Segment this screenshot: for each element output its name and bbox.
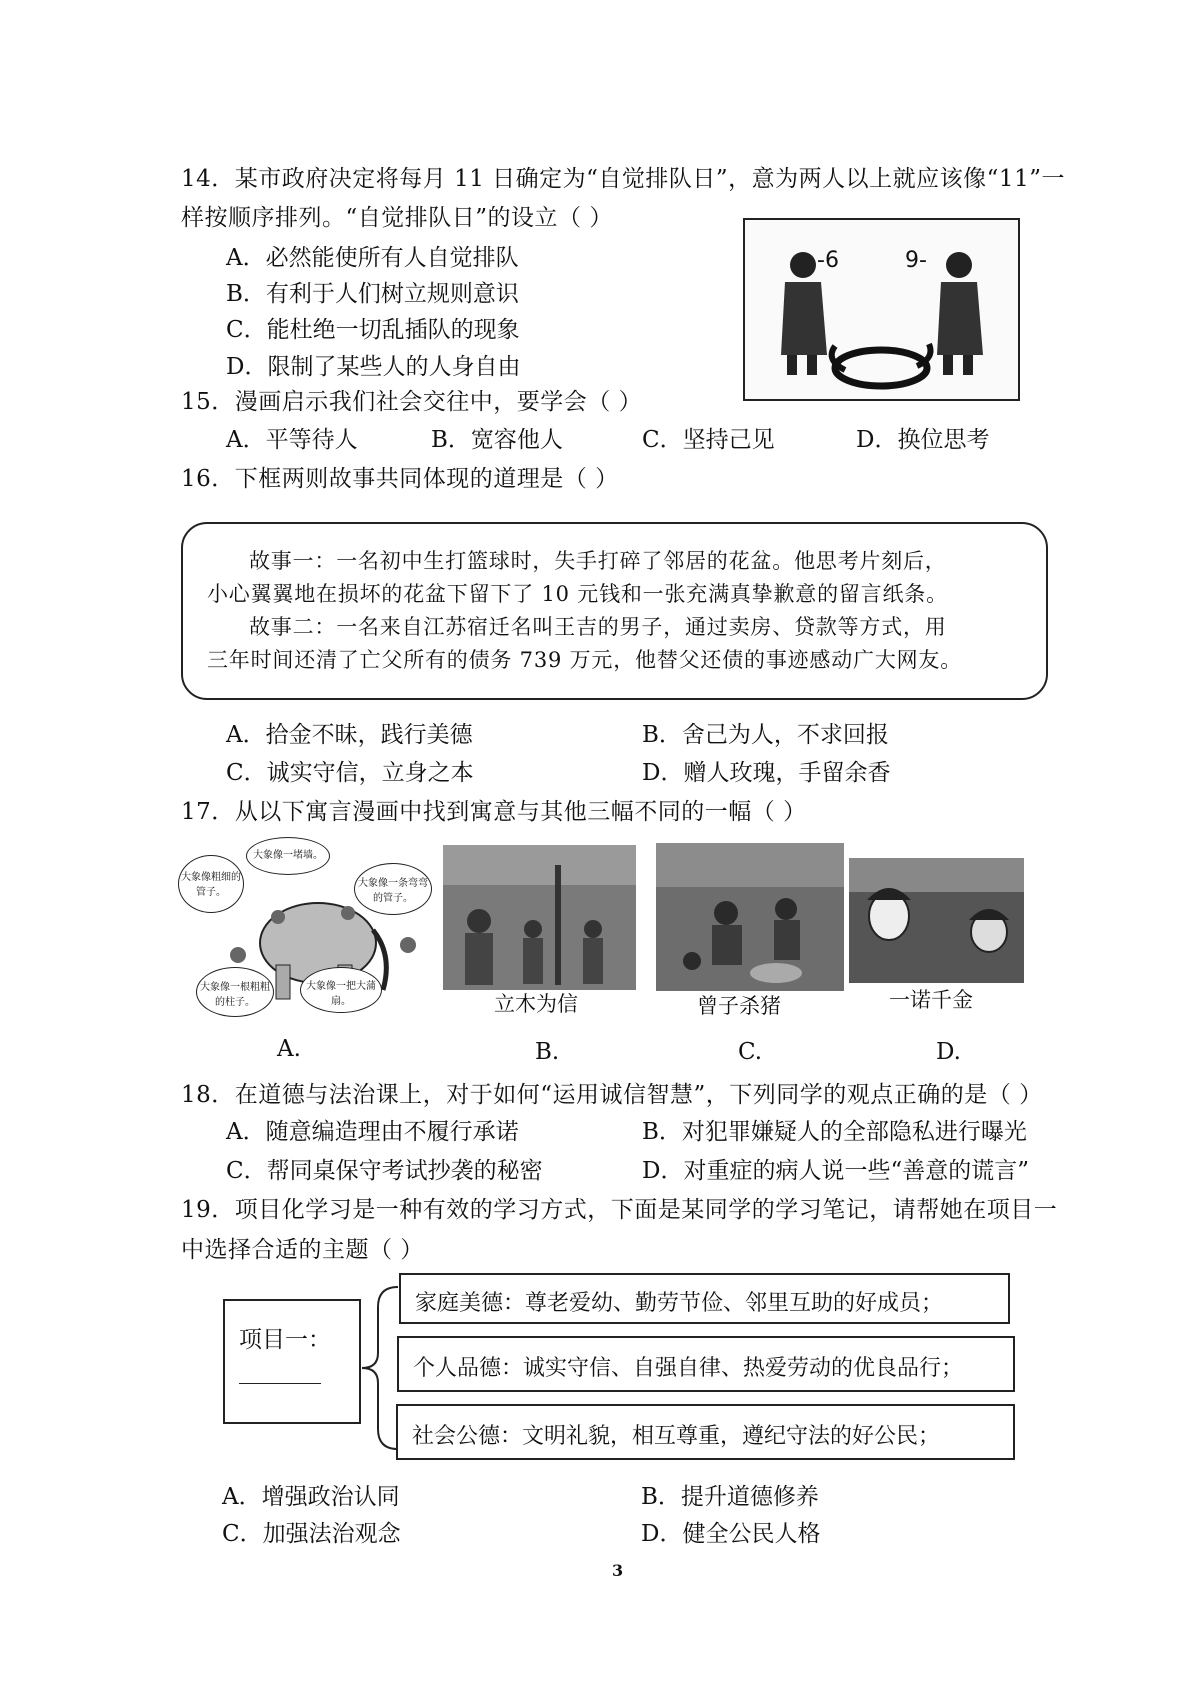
project-item-3: [396, 1404, 1015, 1460]
q16-option-c: C．诚实守信，立身之本: [226, 760, 474, 786]
image-c-drawing: [656, 843, 844, 991]
q15-option-c: C．坚持己见: [642, 427, 775, 453]
q14-option-c: C．能杜绝一切乱插队的现象: [226, 317, 520, 343]
q16-option-b: B．舍己为人，不求回报: [642, 722, 889, 748]
q19-option-c: C．加强法治观念: [222, 1521, 401, 1547]
queue-day-cartoon: [743, 218, 1020, 401]
q17-label-a: A.: [277, 1036, 301, 1062]
q18-option-a: A．随意编造理由不履行承诺: [226, 1119, 519, 1145]
q15-option-a: A．平等待人: [226, 427, 358, 453]
q19-option-d: D．健全公民人格: [641, 1521, 821, 1547]
q16-stem: 16．下框两则故事共同体现的道理是（ ）: [181, 466, 619, 492]
story-line-4: 三年时间还清了亡父所有的债务 739 万元，他替父还债的事迹感动广大网友。: [207, 648, 963, 672]
q14-stem-line1: 14．某市政府决定将每月 11 日确定为“自觉排队日”，意为两人以上就应该像“11”一: [181, 166, 1065, 192]
answer-blank: [239, 1383, 321, 1384]
story-line-3: 故事二：一名来自江苏宿迁名叫王吉的男子，通过卖房、贷款等方式，用: [249, 615, 947, 639]
q19-option-b: B．提升道德修养: [641, 1484, 819, 1510]
q18-option-b: B．对犯罪嫌疑人的全部隐私进行曝光: [642, 1119, 1027, 1145]
story-line-2: 小心翼翼地在损坏的花盆下留下了 10 元钱和一张充满真挚歉意的留言纸条。: [207, 582, 948, 606]
q14-option-d: D．限制了某些人的人身自由: [226, 354, 521, 380]
q17-label-d: D.: [936, 1039, 961, 1065]
q15-option-b: B．宽容他人: [431, 427, 563, 453]
story-line-1: 故事一：一名初中生打篮球时，失手打碎了邻居的花盆。他思考片刻后，: [249, 549, 947, 573]
q17-stem: 17．从以下寓言漫画中找到寓意与其他三幅不同的一幅（ ）: [181, 799, 807, 825]
q16-option-a: A．拾金不昧，践行美德: [226, 722, 473, 748]
q16-option-d: D．赠人玫瑰，手留余香: [642, 760, 891, 786]
bubble-2: 大象像一堵墙。: [246, 837, 330, 875]
q14-option-a: A．必然能使所有人自觉排队: [226, 245, 519, 271]
caption-b: 立木为信: [494, 992, 578, 1016]
image-b-panel: [443, 845, 636, 990]
q15-option-d: D．换位思考: [856, 427, 990, 453]
project-item-2-text: 个人品德：诚实守信、自强自律、热爱劳动的优良品行；: [413, 1356, 964, 1381]
q18-option-d: D．对重症的病人说一些“善意的谎言”: [642, 1158, 1029, 1184]
q19-stem-line1: 19．项目化学习是一种有效的学习方式，下面是某同学的学习笔记，请帮她在项目一: [181, 1197, 1058, 1223]
elephant-cartoon: [178, 835, 436, 1020]
project-item-1-text: 家庭美德：尊老爱幼、勤劳节俭、邻里互助的好成员；: [415, 1291, 944, 1316]
image-b-drawing: [443, 845, 636, 990]
cartoon-label-right: 9-: [905, 248, 927, 273]
project-label: 项目一：: [239, 1327, 331, 1353]
q18-stem: 18．在道德与法治课上，对于如何“运用诚信智慧”，下列同学的观点正确的是（ ）: [181, 1082, 1043, 1108]
project-box: [223, 1299, 361, 1424]
q19-option-a: A．增强政治认同: [222, 1484, 400, 1510]
project-item-1: [399, 1273, 1010, 1324]
cartoon-label-left: -6: [817, 248, 839, 273]
caption-c: 曾子杀猪: [697, 994, 781, 1018]
image-d-panel: [849, 858, 1024, 983]
project-item-3-text: 社会公德：文明礼貌，相互尊重，遵纪守法的好公民；: [412, 1424, 941, 1449]
caption-d: 一诺千金: [889, 988, 973, 1012]
bubble-5: 大象像一把大蒲扇。: [300, 967, 382, 1013]
q14-option-b: B．有利于人们树立规则意识: [226, 281, 519, 307]
page-number: 3: [612, 1561, 624, 1580]
cartoon-drawing: [745, 220, 1018, 399]
curly-brace: [358, 1283, 400, 1453]
bubble-1: 大象像粗细的管子。: [178, 855, 244, 913]
q19-stem-line2: 中选择合适的主题（ ）: [181, 1237, 424, 1263]
project-item-2: [397, 1336, 1015, 1392]
q14-stem-line2: 样按顺序排列。“自觉排队日”的设立（ ）: [181, 205, 613, 231]
image-c-panel: [656, 843, 844, 991]
q17-label-c: C.: [738, 1039, 763, 1065]
q15-stem: 15．漫画启示我们社会交往中，要学会（ ）: [181, 389, 643, 415]
image-d-drawing: [849, 858, 1024, 983]
bubble-3: 大象像一条弯弯的管子。: [354, 863, 432, 915]
q18-option-c: C．帮同桌保守考试抄袭的秘密: [226, 1158, 543, 1184]
q17-label-b: B.: [535, 1039, 560, 1065]
bubble-4: 大象像一根粗粗的柱子。: [196, 967, 274, 1017]
